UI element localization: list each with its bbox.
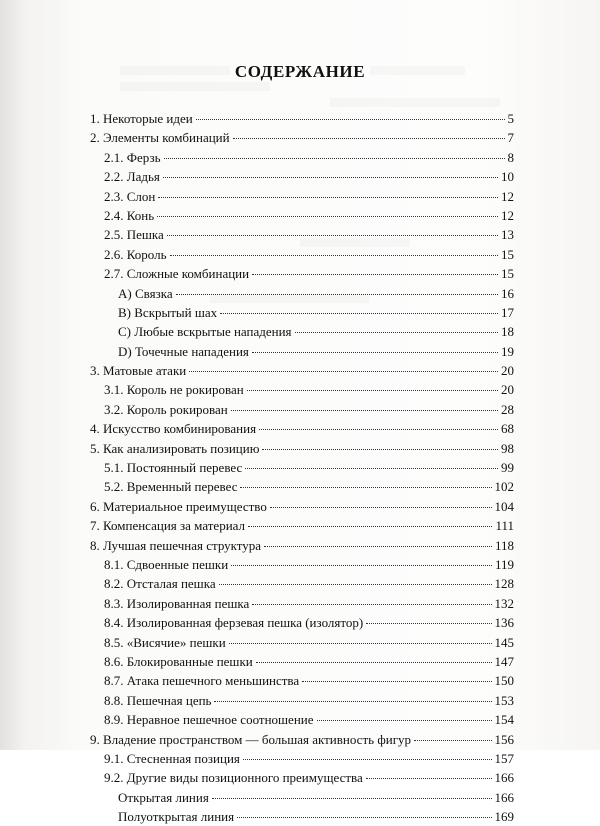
toc-entry-page-number: 68: [501, 421, 514, 437]
bleed-through-line: [330, 98, 500, 107]
toc-entry-label: 8.9. Неравное пешечное соотношение: [104, 712, 314, 728]
toc-entry-page-number: 99: [501, 460, 514, 476]
toc-entry-page-number: 10: [501, 169, 514, 185]
toc-entry-label: 8.3. Изолированная пешка: [104, 595, 250, 611]
toc-entry-label: 6. Материальное преимущество: [90, 498, 267, 514]
toc-entry-page-number: 18: [501, 324, 514, 340]
toc-entry: [90, 516, 514, 535]
dot-leader: [252, 604, 491, 605]
toc-entry: [90, 322, 514, 341]
dot-leader: [256, 662, 492, 663]
dot-leader: [158, 197, 498, 198]
dot-leader: [259, 429, 498, 430]
toc-entry: [90, 342, 514, 361]
toc-entry-label: 2.2. Ладья: [104, 169, 160, 185]
dot-leader: [240, 487, 491, 488]
toc-entry: [90, 671, 514, 690]
dot-leader: [220, 313, 498, 314]
toc-entry: [90, 419, 514, 438]
dot-leader: [231, 410, 498, 411]
toc-entry: [90, 574, 514, 593]
toc-entry: [90, 284, 514, 303]
toc-entry-label: 3.2. Король рокирован: [104, 401, 228, 417]
toc-entry: [90, 730, 514, 749]
toc-entry-page-number: 13: [501, 227, 514, 243]
toc-entry: [90, 458, 514, 477]
toc-entry-label: 9.1. Стесненная позиция: [104, 750, 240, 766]
dot-leader: [245, 468, 498, 469]
toc-entry-label: 9. Владение пространством — большая активность фигур: [90, 731, 412, 747]
toc-entry: [90, 245, 514, 264]
toc-entry: [90, 361, 514, 380]
dot-leader: [231, 565, 492, 566]
toc-entry-page-number: 150: [494, 673, 514, 689]
toc-entry-label: A) Связка: [118, 285, 173, 301]
dot-leader: [170, 255, 498, 256]
toc-entry-label: 8.6. Блокированные пешки: [104, 653, 253, 669]
toc-entry-page-number: 166: [494, 789, 514, 805]
toc-entry-label: 8. Лучшая пешечная структура: [90, 537, 262, 553]
toc-entry-page-number: 15: [501, 246, 514, 262]
toc-entry: [90, 652, 514, 671]
toc-entry-page-number: 98: [501, 440, 514, 456]
dot-leader: [366, 778, 492, 779]
toc-entry-page-number: 28: [501, 401, 514, 417]
toc-entry-label: 1. Некоторые идеи: [90, 111, 193, 126]
dot-leader: [243, 759, 492, 760]
dot-leader: [214, 701, 491, 702]
toc-entry-label: 8.8. Пешечная цепь: [104, 692, 212, 708]
toc-entry-label: 3.1. Король не рокирован: [104, 382, 244, 398]
toc-entry: [90, 633, 514, 652]
toc-entry-label: 2. Элементы комбинаций: [90, 130, 230, 146]
toc-entry-label: 2.4. Конь: [104, 207, 155, 223]
dot-leader: [229, 643, 492, 644]
toc-entry: [90, 594, 514, 613]
toc-entry-label: 8.4. Изолированная ферзевая пешка (изолятор): [104, 615, 364, 631]
toc-entry-page-number: 153: [494, 692, 514, 708]
toc-entry-label: Открытая линия: [118, 789, 209, 805]
toc-entry: [90, 187, 514, 206]
dot-leader: [317, 720, 492, 721]
toc-entry: [90, 264, 514, 283]
dot-leader: [248, 526, 492, 527]
toc-entry-label: C) Любые вскрытые нападения: [118, 324, 292, 340]
dot-leader: [414, 740, 491, 741]
toc-entry-label: 2.6. Король: [104, 246, 167, 262]
toc-entry-label: 2.5. Пешка: [104, 227, 164, 243]
dot-leader: [237, 817, 491, 818]
toc-entry-label: 9.2. Другие виды позиционного преимущества: [104, 770, 363, 786]
toc-entry-label: 8.2. Отсталая пешка: [104, 576, 216, 592]
toc-entry-label: 2.1. Ферзь: [104, 149, 161, 165]
toc-entry-page-number: 19: [501, 343, 514, 359]
toc-entry-page-number: 169: [494, 809, 514, 825]
dot-leader: [264, 546, 492, 547]
dot-leader: [176, 294, 498, 295]
dot-leader: [252, 274, 498, 275]
toc-entry: [90, 109, 514, 128]
toc-entry-page-number: 111: [495, 518, 514, 534]
bleed-through-line: [120, 82, 270, 91]
toc-entry-label: 8.7. Атака пешечного меньшинства: [104, 673, 300, 689]
toc-entry-page-number: 16: [501, 285, 514, 301]
toc-entry-label: 8.1. Сдвоенные пешки: [104, 556, 229, 572]
toc-entry-page-number: 119: [494, 556, 514, 572]
toc-entry-label: 5.2. Временный перевес: [104, 479, 238, 495]
toc-entry: [90, 167, 514, 186]
toc-entry: [90, 788, 514, 807]
toc-entry-page-number: 104: [494, 498, 514, 514]
toc-entry-page-number: 7: [507, 130, 514, 146]
toc-entry-label: 3. Матовые атаки: [90, 363, 187, 379]
dot-leader: [233, 138, 505, 139]
toc-entry-page-number: 15: [501, 266, 514, 282]
toc-entry-page-number: 12: [501, 188, 514, 204]
toc-entry-page-number: 118: [494, 537, 514, 553]
toc-entry-page-number: 156: [494, 731, 514, 747]
toc-entry-page-number: 157: [494, 750, 514, 766]
toc-entry-page-number: 128: [494, 576, 514, 592]
toc-entry: [90, 128, 514, 147]
dot-leader: [196, 119, 505, 120]
toc-entry-page-number: 145: [494, 634, 514, 650]
toc-entry: [90, 497, 514, 516]
toc-entry: [90, 555, 514, 574]
dot-leader: [157, 216, 498, 217]
toc-entry-label: Полуоткрытая линия: [118, 809, 235, 825]
toc-entry-page-number: 20: [501, 382, 514, 398]
toc-entry-page-number: 12: [501, 207, 514, 223]
dot-leader: [163, 177, 498, 178]
toc-entry-page-number: 8: [507, 149, 514, 165]
toc-entry-page-number: 147: [494, 653, 514, 669]
dot-leader: [270, 507, 492, 508]
dot-leader: [262, 449, 498, 450]
toc-entry: [90, 206, 514, 225]
toc-entry: [90, 400, 514, 419]
toc-entry-page-number: 154: [494, 712, 514, 728]
dot-leader: [295, 332, 498, 333]
dot-leader: [189, 371, 498, 372]
dot-leader: [252, 352, 498, 353]
dot-leader: [247, 390, 498, 391]
toc-entry-page-number: 102: [494, 479, 514, 495]
toc-entry: [90, 477, 514, 496]
toc-entry-page-number: 20: [501, 363, 514, 379]
toc-entry-page-number: 17: [501, 304, 514, 320]
dot-leader: [366, 623, 491, 624]
dot-leader: [167, 235, 498, 236]
table-of-contents: [90, 109, 514, 826]
toc-entry: [90, 749, 514, 768]
toc-entry-label: 5. Как анализировать позицию: [90, 440, 260, 456]
toc-entry: [90, 613, 514, 632]
toc-entry: [90, 225, 514, 244]
page-title: СОДЕРЖАНИЕ: [234, 62, 366, 81]
toc-entry-label: B) Вскрытый шах: [118, 304, 218, 320]
toc-entry: [90, 148, 514, 167]
dot-leader: [164, 158, 505, 159]
toc-entry-label: 4. Искусство комбинирования: [90, 421, 257, 437]
toc-entry-page-number: 132: [494, 595, 514, 611]
dot-leader: [302, 681, 491, 682]
toc-entry: [90, 536, 514, 555]
toc-entry: [90, 380, 514, 399]
toc-entry: [90, 768, 514, 787]
toc-entry-label: 8.5. «Висячие» пешки: [104, 634, 226, 650]
toc-entry: [90, 710, 514, 729]
toc-entry-page-number: 166: [494, 770, 514, 786]
toc-entry-label: 2.3. Слон: [104, 188, 156, 204]
toc-entry: [90, 691, 514, 710]
toc-entry-label: 7. Компенсация за материал: [90, 518, 246, 534]
toc-entry: [90, 303, 514, 322]
toc-entry: [90, 807, 514, 826]
toc-entry-page-number: 136: [494, 615, 514, 631]
toc-entry-page-number: 5: [507, 111, 514, 126]
toc-entry-label: 5.1. Постоянный перевес: [104, 460, 243, 476]
toc-entry-label: 2.7. Сложные комбинации: [104, 266, 250, 282]
dot-leader: [219, 584, 492, 585]
toc-entry-label: D) Точечные нападения: [118, 343, 249, 359]
toc-entry: [90, 439, 514, 458]
dot-leader: [212, 798, 492, 799]
